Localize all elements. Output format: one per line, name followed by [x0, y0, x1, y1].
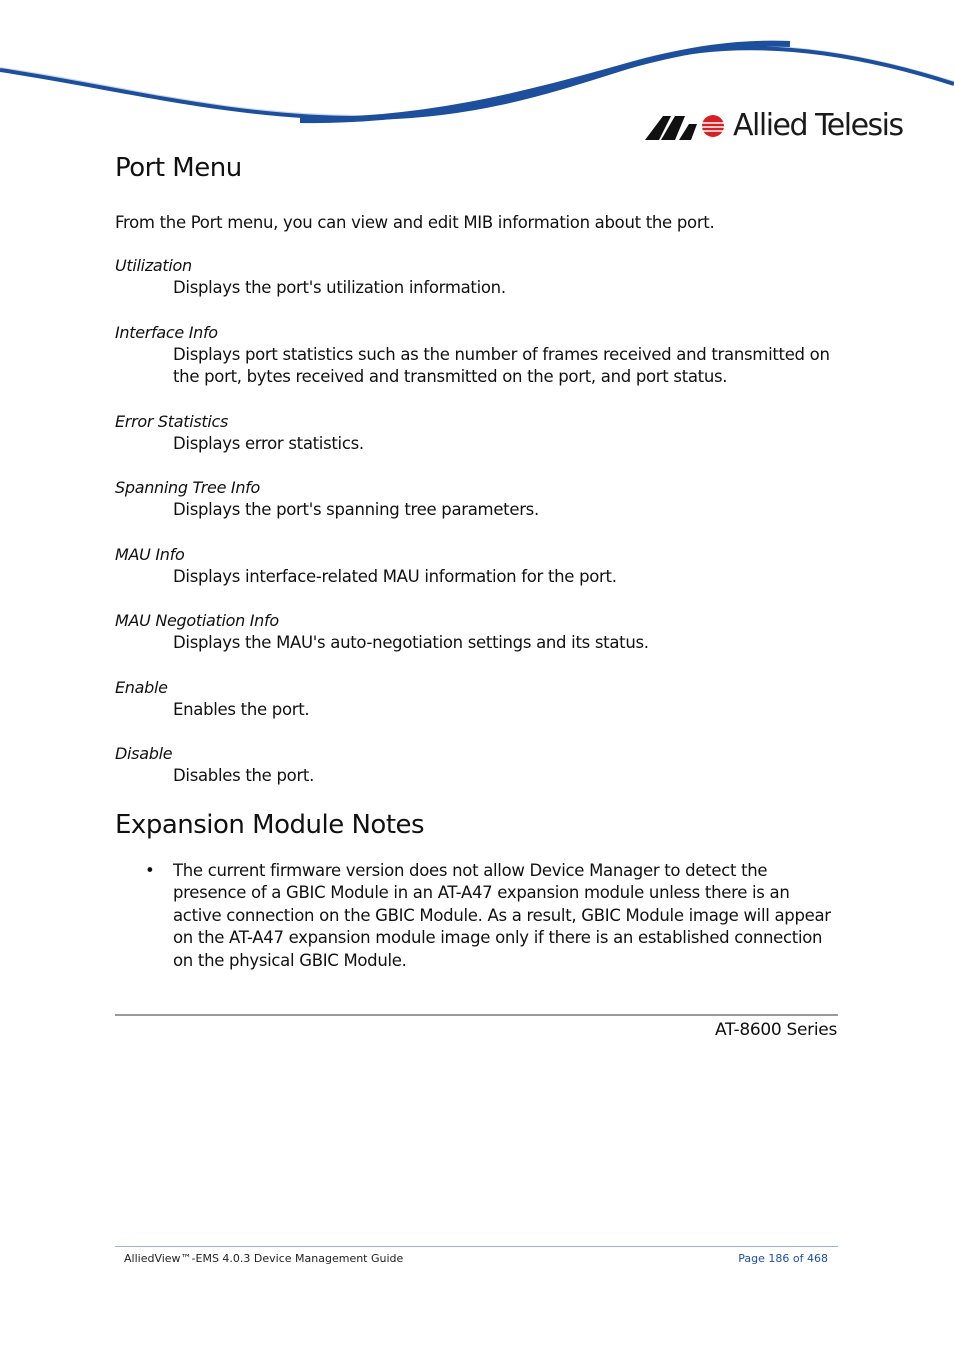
footer-divider [115, 1246, 838, 1247]
footer-page-number: Page 186 of 468 [738, 1252, 828, 1265]
bullet-icon: • [145, 860, 155, 880]
menu-item-interface-info [115, 322, 840, 389]
port-menu-intro: From the Port menu, you can view and edit MIB information about the port. [115, 213, 715, 232]
list-item [115, 860, 838, 973]
menu-item-description: Disables the port. [173, 766, 315, 785]
menu-item-term: Disable [115, 744, 173, 763]
page-content [115, 150, 840, 972]
note-text: The current firmware version does not allow Device Manager to detect the presence of a GBIC Module in an AT-A47 expansion module unless there is an active connection on the GBIC Module. As a result, GBIC Module image will appear on the AT-A47 expansion module image only if there is an established connection on the physical GBIC Module. [173, 860, 831, 970]
menu-item-description: Displays error statistics. [173, 433, 364, 453]
menu-item-description: Enables the port. [173, 699, 310, 719]
expansion-module-notes-heading: Expansion Module Notes [115, 809, 425, 840]
logo-wordmark: Allied Telesis [733, 108, 903, 143]
menu-item-description: Displays the MAU's auto-negotiation settings and its status. [173, 633, 649, 652]
expansion-notes-list [115, 860, 840, 973]
menu-item-description: Displays port statistics such as the number of frames received and transmitted on the port, bytes received and transmitted on the port, and port status. [173, 344, 830, 386]
menu-item-error-statistics [115, 411, 840, 456]
menu-item-term: Enable [115, 677, 168, 697]
menu-item-description: Displays the port's spanning tree parameters. [173, 500, 539, 519]
menu-item-mau-info [115, 544, 840, 589]
menu-item-term: Interface Info [115, 322, 218, 342]
menu-item-term: Error Statistics [115, 411, 229, 431]
port-menu-heading: Port Menu [115, 153, 242, 183]
port-menu-items [115, 255, 840, 788]
menu-item-spanning-tree-info [115, 477, 840, 522]
menu-item-description: Displays interface-related MAU information for the port. [173, 566, 617, 586]
series-label: AT-8600 Series [714, 1020, 837, 1040]
menu-item-mau-negotiation-info [115, 610, 840, 655]
allied-telesis-logo [645, 108, 905, 148]
section-divider [115, 1014, 838, 1016]
footer-guide-title: AlliedView™-EMS 4.0.3 Device Management Guide [124, 1252, 404, 1265]
menu-item-utilization [115, 255, 840, 300]
menu-item-disable [115, 743, 840, 788]
allied-telesis-mark-icon [645, 114, 727, 142]
menu-item-term: Utilization [115, 256, 192, 275]
menu-item-term: MAU Negotiation Info [115, 611, 279, 630]
menu-item-enable [115, 677, 840, 722]
menu-item-term: Spanning Tree Info [115, 478, 260, 497]
menu-item-description: Displays the port's utilization information. [173, 278, 506, 297]
menu-item-term: MAU Info [115, 544, 185, 564]
